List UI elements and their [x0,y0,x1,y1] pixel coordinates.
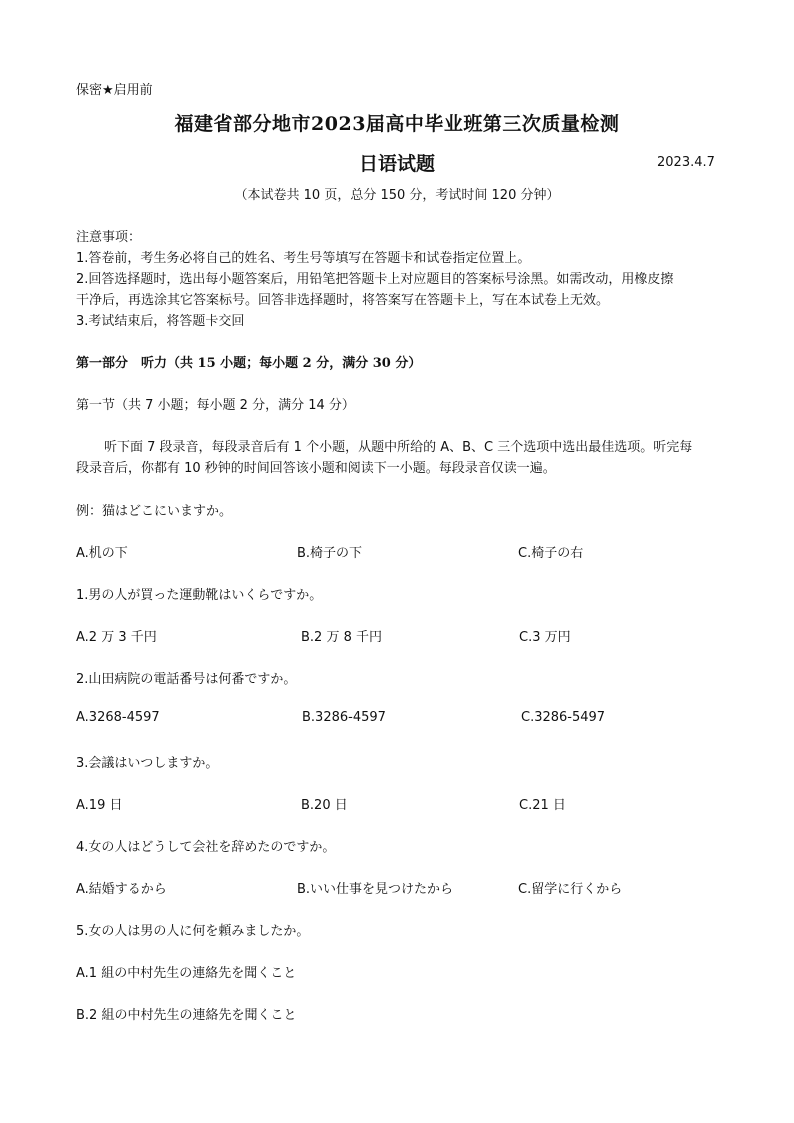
option-a: A.19 日 [76,798,123,813]
question-text: 4.女の人はどうして会社を辞めたのですか。 [76,840,336,855]
option-b: B.20 日 [301,798,348,813]
part1-heading: 第一部分 听力（共 15 小题；每小题 2 分，满分 30 分） [76,356,422,371]
notes-item: 3.考试结束后，将答题卡交回 [76,314,245,329]
option-b: B.2 万 8 千円 [301,630,382,645]
option-b: B.2 組の中村先生の連絡先を聞くこと [76,1008,297,1023]
example-question: 例：猫はどこにいますか。 [76,504,233,519]
option-c: C.3286-5497 [521,710,606,725]
instructions-line: 听下面 7 段录音，每段录音后有 1 个小题，从题中所给的 A、B、C 三个选项中选出最佳选项。听完每 [104,440,693,455]
option-a: A.結婚するから [76,882,167,897]
question-text: 3.会議はいつしますか。 [76,756,219,771]
exam-title: 福建省部分地市2023届高中毕业班第三次质量检测 [174,113,620,135]
question-text: 1.男の人が買った運動靴はいくらですか。 [76,588,323,603]
notes-item: 1.答卷前，考生务必将自己的姓名、考生号等填写在答题卡和试卷指定位置上。 [76,251,531,266]
question-text: 5.女の人は男の人に何を頼みましたか。 [76,924,310,939]
option-b: B.3286-4597 [302,710,386,725]
example-option-c: C.椅子の右 [518,546,584,561]
subject-title: 日语试题 [358,153,435,175]
exam-date: 2023.4.7 [657,155,715,170]
option-a: A.3268-4597 [76,710,160,725]
option-c: C.21 日 [519,798,566,813]
notes-item: 干净后，再选涂其它答案标号。回答非选择题时，将答案写在答题卡上，写在本试卷上无效。 [76,293,610,308]
instructions-line: 段录音后，你都有 10 秒钟的时间回答该小题和阅读下一小题。每段录音仅读一遍。 [76,461,556,476]
option-b: B.いい仕事を見つけたから [297,882,454,897]
confidential-label: 保密★启用前 [76,83,153,98]
example-option-b: B.椅子の下 [297,546,363,561]
option-a: A.1 組の中村先生の連絡先を聞くこと [76,966,297,981]
exam-info: （本试卷共 10 页，总分 150 分，考试时间 120 分钟） [234,188,560,203]
option-c: C.3 万円 [519,630,571,645]
notes-heading: 注意事项： [76,230,142,245]
option-c: C.留学に行くから [518,882,623,897]
example-option-a: A.机の下 [76,546,128,561]
notes-item: 2.回答选择题时，选出每小题答案后，用铅笔把答题卡上对应题目的答案标号涂黑。如需改动，用橡皮擦 [76,272,674,287]
section-heading: 第一节（共 7 小题；每小题 2 分，满分 14 分） [76,398,355,413]
option-a: A.2 万 3 千円 [76,630,157,645]
question-text: 2.山田病院の電話番号は何番ですか。 [76,672,297,687]
